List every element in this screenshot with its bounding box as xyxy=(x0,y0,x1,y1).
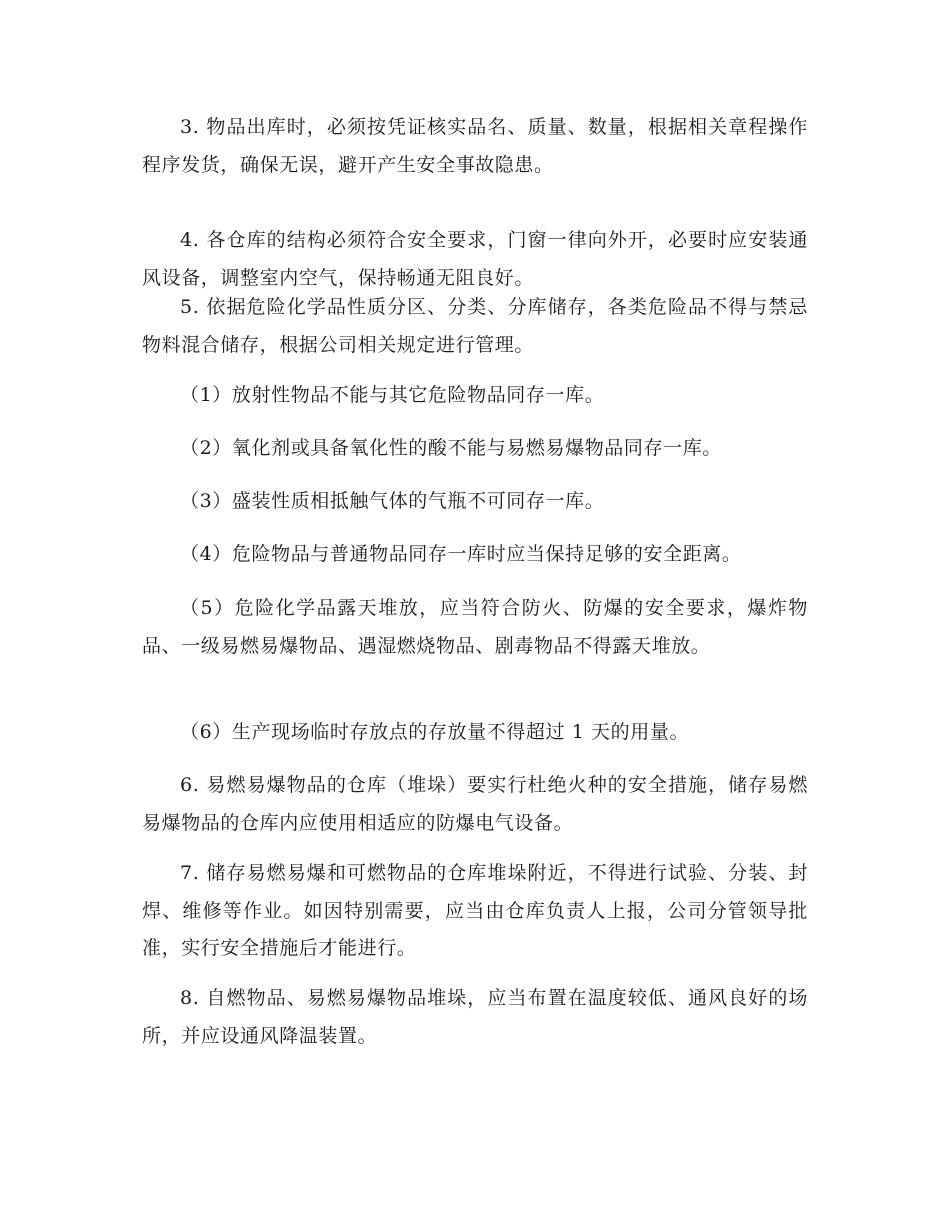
paragraph-subrule-2: （2）氧化剂或具备氧化性的酸不能与易燃易爆物品同存一库。 xyxy=(180,437,722,459)
paragraph-rule-3: 3. 物品出库时，必须按凭证核实品名、质量、数量，根据相关章程操作程序发货，确保无误，避开产生安全事故隐患。 xyxy=(142,116,808,176)
paragraph-rule-6: 6. 易燃易爆物品的仓库（堆垛）要实行杜绝火种的安全措施，储存易燃易爆物品的仓库内应使用相适应的防爆电气设备。 xyxy=(142,774,808,834)
paragraph-subrule-5: （5）危险化学品露天堆放，应当符合防火、防爆的安全要求，爆炸物品、一级易燃易爆物品、遇湿燃烧物品、剧毒物品不得露天堆放。 xyxy=(142,597,808,657)
paragraph-rule-4: 4. 各仓库的结构必须符合安全要求，门窗一律向外开，必要时应安装通风设备，调整室内空气，保持畅通无阻良好。 xyxy=(142,229,808,289)
paragraph-subrule-4: （4）危险物品与普通物品同存一库时应当保持足够的安全距离。 xyxy=(180,543,742,565)
paragraph-rule-7: 7. 储存易燃易爆和可燃物品的仓库堆垛附近，不得进行试验、分装、封焊、维修等作业。如因特别需要，应当由仓库负责人上报，公司分管领导批准，实行安全措施后才能进行。 xyxy=(142,862,808,959)
paragraph-rule-8: 8. 自燃物品、易燃易爆物品堆垛，应当布置在温度较低、通风良好的场所，并应设通风降温装置。 xyxy=(142,987,808,1047)
paragraph-subrule-1: （1）放射性物品不能与其它危险物品同存一库。 xyxy=(180,384,605,406)
paragraph-subrule-6: （6）生产现场临时存放点的存放量不得超过 1 天的用量。 xyxy=(180,721,690,743)
paragraph-subrule-3: （3）盛装性质相抵触气体的气瓶不可同存一库。 xyxy=(180,490,605,512)
paragraph-rule-5: 5. 依据危险化学品性质分区、分类、分库储存，各类危险品不得与禁忌物料混合储存，根据公司相关规定进行管理。 xyxy=(142,296,808,356)
